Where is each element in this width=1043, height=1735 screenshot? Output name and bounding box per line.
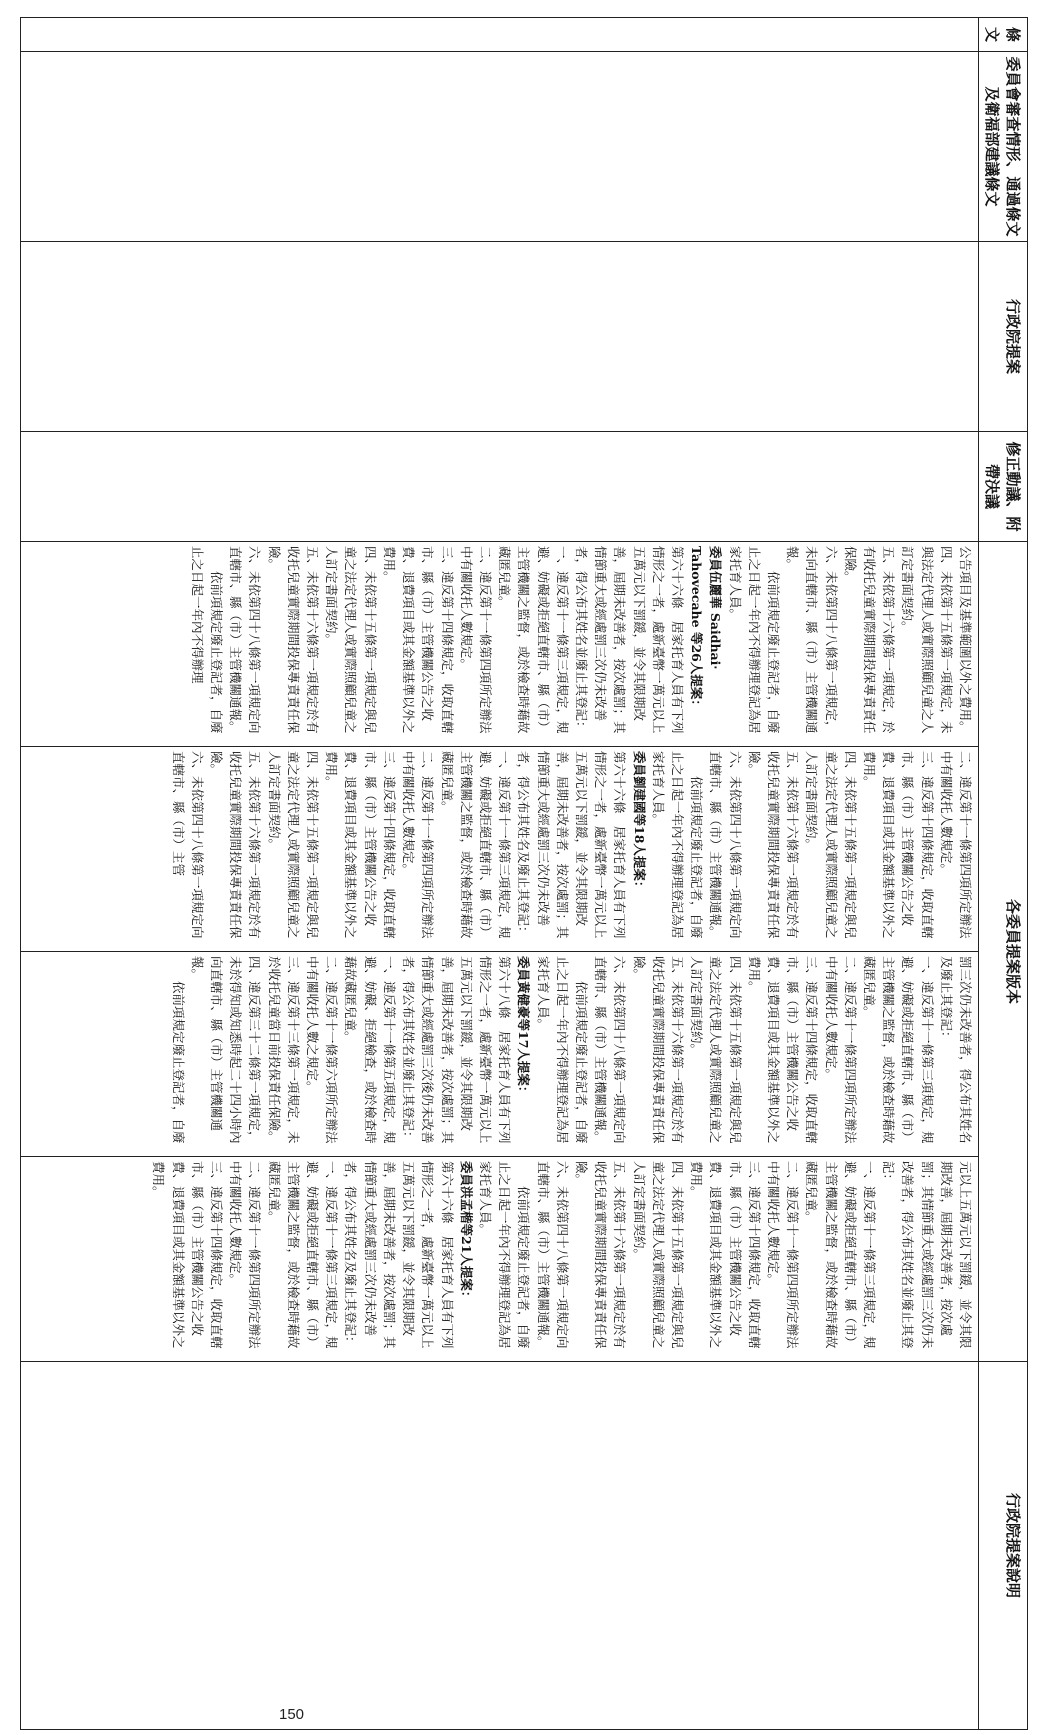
cell-committee	[21, 52, 979, 242]
header-amendment: 修正動議、附帶決議	[979, 432, 1028, 542]
cell-article	[21, 18, 979, 52]
version-text: 罰三次仍未改善者，得公布其姓名及廢止其登記： 一、違反第十一條第三項規定，規避、妨礙或拒絕直轄市、縣（市）主管機關之監督，或於檢查時藉故藏匿兒童。 二、違反第十一條第四項所定辦法中有關收托人數規定。 三、違反第十四條規定，收取直轄市、縣（市）主管機關公告之收費、退費項目或其金額基準以外之費用。 四、未依第十五條第一項規定與兒童之法定代理人或實際照顧兒童之人訂定書面契約。 五、未依第十六條第一項規定於有收托兒童實際期間投保專責責任保險。 六、未依第四十八條第一項規定向直轄市、縣（市）主管機關通報。 依前項規定廢止登記者，自廢止之日起一年內不得辦理登記為居家托育人員。	[535, 956, 973, 1144]
version-text: 第六十六條 居家托育人員有下列情形之一者，處新臺幣一萬元以上五萬元以下罰鍰，並令其限期改善，屆期未改善者，按次處罰；其情節重大或經處罰三次仍未改善者，得公布其姓名及廢止其登記： 一、違反第十一條第三項規定，規避、妨礙或拒絕直轄市、縣（市）主管機關之監督，或於檢查時藉故藏匿兒童。 二、違反第十一條第四項所定辦法中有關收托人數規定。 三、違反第十四條規定，收取直轄市、縣（市）主管機關公告之收費、退費項目或其金額基準以外之費用。 四、未依第十五條第一項規定與兒童之法定代理人或實際照顧兒童之人訂定書面契約。 五、未依第十六條第一項規定於有收托兒童實際期間投保專責責任保險。 六、未依第四十八條第一項規定向直轄市、縣（市）主管	[170, 751, 628, 939]
version-block-4	[21, 1157, 979, 1362]
proposer-label: 委員洪孟楷等21人提案：	[458, 1161, 474, 1304]
version-text: 公告項目及基準範圍以外之費用。 四、未依第十五條第一項規定，未與法定代理人或實際照顧兒童之人訂定書面契約。 五、未依第十六條第一項規定，於有收托兒童實際期間投保專責責任保險。 六、未依第四十八條第一項規定，未向直轄市、縣（市）主管機關通報。 依前項規定廢止登記者，自廢止之日起一年內不得辦理登記為居家托育人員。	[727, 546, 973, 734]
proposer-label: 委員黃健豪等17人提案：	[516, 956, 532, 1099]
version-block-1	[21, 542, 979, 747]
header-committee: 委員會審查情形、通過條文及衛福部建議條文	[979, 52, 1028, 242]
proposer-label: 委員伍麗華 Saidhai‧Tahovecahe 等26人提案：	[689, 546, 724, 712]
version-text: 二、違反第十一條第四項所定辦法中有關收托人數規定。 三、違反第十四條規定，收取直轄市、縣（市）主管機關公告之收費、退費項目或其金額基準以外之費用。 四、未依第十五條第一項規定與兒童之法定代理人或實際照顧兒童之人訂定書面契約。 五、未依第十六條第一項規定於有收托兒童實際期間投保專責責任保險。 六、未依第四十八條第一項規定向直轄市、縣（市）主管機關通報。 依前項規定廢止登記者，自廢止之日起一年內不得辦理登記為居家托育人員。	[650, 751, 973, 939]
header-versions: 各委員提案版本	[979, 542, 1028, 1362]
header-article: 條文	[979, 18, 1028, 52]
header-explanation: 行政院提案說明	[979, 1362, 1028, 1730]
proposer-label: 委員劉建國等18人提案：	[631, 751, 647, 894]
cell-amendment	[21, 432, 979, 542]
version-text: 第六十八條 居家托育人員有下列情形之一者，處新臺幣一萬元以上五萬元以下罰鍰，並令其限期改善，屆期未改善者，按次處罰；其情節重大或經處罰三次後仍未改善者，得公布其姓名並廢止其登記： 一、違反第十一條第五項規定，規避、妨礙、拒絕檢查，或於檢查時藉故藏匿兒童。 二、違反第十一條第六項所定辦法中有關收托人數之規定。 三、違反第十三條第一項規定，未於收托兒童當日前投保責任保險。 四、違反第三十二條第一項規定，未於得知或知悉時起二十四小時內向直轄市、縣（市）主管機關通報。 依前項規定廢止登記者，自廢	[170, 956, 513, 1144]
page-number: 150	[279, 1706, 305, 1723]
version-block-2	[21, 747, 979, 952]
comparison-table	[20, 17, 1028, 1730]
version-block-3	[21, 952, 979, 1157]
cell-explanation	[21, 1362, 979, 1730]
version-text: 元以上五萬元以下罰鍰，並令其限期改善，屆期未改善者，按次處罰；其情節重大或經處罰三次仍未改善者，得公布其姓名並廢止其登記： 一、違反第十一條第三項規定，規避、妨礙或拒絕直轄市、縣（市）主管機關之監督，或於檢查時藉故藏匿兒童。 二、違反第十一條第四項所定辦法中有關收托人數規定。 三、違反第十四條規定，收取直轄市、縣（市）主管機關公告之收費、退費項目或其金額基準以外之費用。 四、未依第十五條第一項規定與兒童之法定代理人或實際照顧兒童之人訂定書面契約。 五、未依第十六條第一項規定於有收托兒童實際期間投保專責責任保險。 六、未依第四十八條第一項規定向直轄市、縣（市）主管機關通報。 依前項規定廢止登記者，自廢止之日起一年內不得辦理登記為居家托育人員。	[477, 1161, 973, 1349]
cell-executive	[21, 242, 979, 432]
header-executive: 行政院提案	[979, 242, 1028, 432]
rotated-table	[20, 17, 1028, 1729]
version-text: 第六十六條 居家托育人員有下列情形之一者，處新臺幣一萬元以上五萬元以下罰鍰，並令其限期改善，屆期未改善者，按次處罰；其情節重大或經處罰三次仍未改善者，得公布其姓名並廢止其登記： 一、違反第十一條第三項規定，規避、妨礙或拒絕直轄市、縣（市）主管機關之監督，或於檢查時藉故藏匿兒童。 二、違反第十一條第四項所定辦法中有關收托人數規定。 三、違反第十四條規定，收取直轄市、縣（市）主管機關公告之收費、退費項目或其金額基準以外之費用。 四、未依第十五條第一項規定與兒童之法定代理人或實際照顧兒童之人訂定書面契約。 五、未依第十六條第一項規定於有收托兒童實際期間投保專責責任保險。 六、未依第四十八條第一項規定向直轄市、縣（市）主管機關通報。 依前項規定廢止登記者，自廢止之日起一年內不得辦理	[189, 546, 685, 734]
version-text: 第六十六條 居家托育人員有下列情形之一者，處新臺幣一萬元以上五萬元以下罰鍰，並令其限期改善，屆期未改善者，按次處罰；其情節重大或經處罰三次仍未改善者，得公布其姓名及廢止其登記： 一、違反第十一條第三項規定，規避、妨礙或拒絕直轄市、縣（市）主管機關之監督，或於檢查時藉故藏匿兒童。 二、違反第十一條第四項所定辦法中有關收托人數規定。 三、違反第十四條規定，收取直轄市、縣（市）主管機關公告之收費、退費項目或其金額基準以外之費用。	[151, 1161, 455, 1349]
